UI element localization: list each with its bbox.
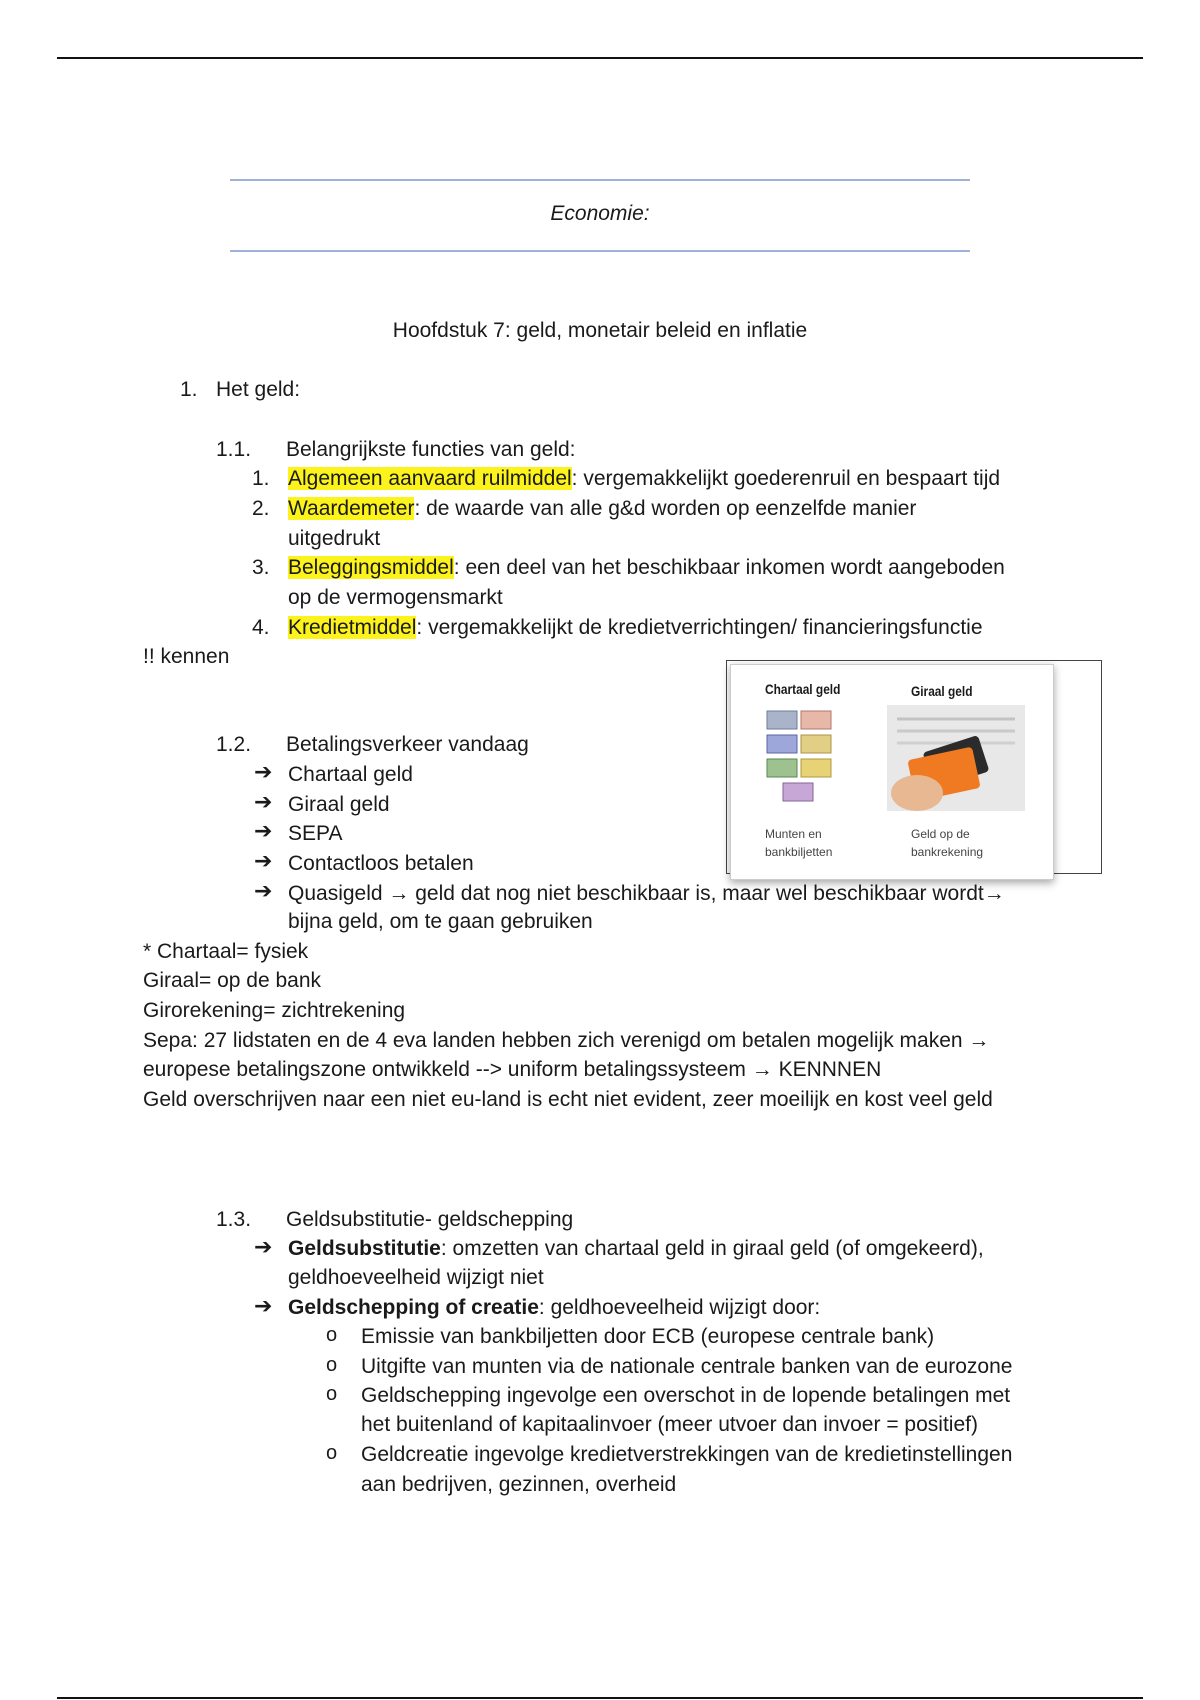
- arrow-icon: ➔: [254, 1234, 273, 1259]
- function-term-highlight: Kredietmiddel: [288, 616, 417, 639]
- function-text: : vergemakkelijkt de kredietverrichtingen/ financieringsfunctie: [416, 616, 983, 639]
- geldsubstitutie-text: : omzetten van chartaal geld in giraal geld (of omgekeerd),: [440, 1237, 984, 1260]
- function-text: : de waarde van alle g&d worden op eenzelfde manier: [414, 497, 917, 520]
- quasigeld-item-continued: bijna geld, om te gaan gebruiken: [288, 910, 593, 933]
- section-1-number: 1.: [180, 378, 198, 401]
- circle-bullet-icon: o: [326, 1324, 338, 1346]
- function-item-3: [288, 554, 1005, 582]
- section-1-1-number: 1.1.: [216, 438, 252, 461]
- function-term-highlight: Beleggingsmiddel: [288, 556, 454, 579]
- arrow-icon: ➔: [254, 878, 273, 903]
- title-top-rule: [230, 179, 970, 181]
- geldsubstitutie-text-continued: geldhoeveelheid wijzigt niet: [288, 1266, 544, 1289]
- function-number: 3.: [252, 556, 270, 579]
- arrow-icon: ➔: [254, 759, 273, 784]
- geldschepping-bullet: Geldcreatie ingevolge kredietverstrekkingen van de kredietinstellingen: [361, 1443, 1013, 1466]
- geldschepping-bullet: Emissie van bankbiljetten door ECB (europese centrale bank): [361, 1325, 935, 1348]
- quasigeld-item: Quasigeld → geld dat nog niet beschikbaar is, maar wel beschikbaar wordt→: [288, 882, 1005, 905]
- note-line: * Chartaal= fysiek: [143, 940, 309, 963]
- geldschepping-bullet: Uitgifte van munten via de nationale centrale banken van de eurozone: [361, 1355, 1013, 1378]
- arrow-icon: ➔: [254, 818, 273, 843]
- geldsubstitutie-item: [288, 1235, 984, 1263]
- section-1-3-heading: Geldsubstitutie- geldschepping: [286, 1208, 574, 1231]
- function-item-1: [288, 465, 1000, 493]
- circle-bullet-icon: o: [326, 1383, 338, 1405]
- function-text-continued: uitgedrukt: [288, 527, 381, 550]
- circle-bullet-icon: o: [326, 1442, 338, 1464]
- geldschepping-term: Geldschepping of creatie: [288, 1296, 539, 1319]
- footer-rule: [57, 1697, 1143, 1699]
- figure-left-caption: [765, 825, 832, 861]
- figure-right-title: Giraal geld: [911, 683, 973, 699]
- function-term-highlight: Waardemeter: [288, 497, 415, 520]
- note-line: Girorekening= zichtrekening: [143, 999, 406, 1022]
- circle-bullet-icon: o: [326, 1354, 338, 1376]
- bank-card-icon: [887, 705, 1027, 813]
- note-kennen: !! kennen: [143, 645, 230, 668]
- header-rule: [57, 57, 1143, 59]
- function-item-4: [288, 614, 983, 642]
- note-line: Sepa: 27 lidstaten en de 4 eva landen hebben zich verenigd om betalen mogelijk maken →: [143, 1029, 990, 1052]
- function-text: : een deel van het beschikbaar inkomen wordt aangeboden: [453, 556, 1005, 579]
- function-number: 4.: [252, 616, 270, 639]
- figure-left-caption-line: Munten en: [765, 827, 822, 841]
- payment-item: Giraal geld: [288, 793, 390, 816]
- payment-item: Contactloos betalen: [288, 852, 474, 875]
- figure-right-caption: [911, 825, 983, 861]
- figure-right-caption-line: Geld op de: [911, 827, 970, 841]
- geldschepping-bullet-continued: aan bedrijven, gezinnen, overheid: [361, 1473, 677, 1496]
- geldschepping-item: [288, 1294, 820, 1322]
- geldschepping-bullet-continued: het buitenland of kapitaalinvoer (meer utvoer dan invoer = positief): [361, 1413, 978, 1436]
- title-bottom-rule: [230, 250, 970, 252]
- doc-title: Economie:: [550, 202, 650, 225]
- figure-left-title: Chartaal geld: [765, 681, 841, 697]
- function-text-continued: op de vermogensmarkt: [288, 586, 503, 609]
- geldschepping-bullet: Geldschepping ingevolge een overschot in de lopende betalingen met: [361, 1384, 1011, 1407]
- figure-left-caption-line: bankbiljetten: [765, 845, 833, 859]
- function-number: 1.: [252, 467, 270, 490]
- arrow-icon: ➔: [254, 789, 273, 814]
- payment-item: SEPA: [288, 822, 343, 845]
- money-figure: [730, 664, 1054, 880]
- section-1-heading: Het geld:: [216, 378, 301, 401]
- note-line: europese betalingszone ontwikkeld --> uniform betalingssysteem → KENNNEN: [143, 1058, 882, 1081]
- geldschepping-text: : geldhoeveelheid wijzigt door:: [538, 1296, 821, 1319]
- section-1-2-number: 1.2.: [216, 733, 252, 756]
- banknotes-icon: [765, 707, 845, 807]
- section-1-1-heading: Belangrijkste functies van geld:: [286, 438, 576, 461]
- figure-right-caption-line: bankrekening: [911, 845, 984, 859]
- section-1-3-number: 1.3.: [216, 1208, 252, 1231]
- function-item-2: [288, 495, 916, 523]
- chapter-heading: Hoofdstuk 7: geld, monetair beleid en inflatie: [392, 319, 808, 342]
- arrow-icon: ➔: [254, 848, 273, 873]
- section-1-2-heading: Betalingsverkeer vandaag: [286, 733, 529, 756]
- note-line: Geld overschrijven naar een niet eu-land is echt niet evident, zeer moeilijk en kost veel geld: [143, 1088, 993, 1111]
- payment-item: Chartaal geld: [288, 763, 413, 786]
- function-number: 2.: [252, 497, 270, 520]
- geldsubstitutie-term: Geldsubstitutie: [288, 1237, 441, 1260]
- function-text: : vergemakkelijkt goederenruil en bespaart tijd: [571, 467, 1001, 490]
- arrow-icon: ➔: [254, 1293, 273, 1318]
- function-term-highlight: Algemeen aanvaard ruilmiddel: [288, 467, 572, 490]
- note-line: Giraal= op de bank: [143, 969, 322, 992]
